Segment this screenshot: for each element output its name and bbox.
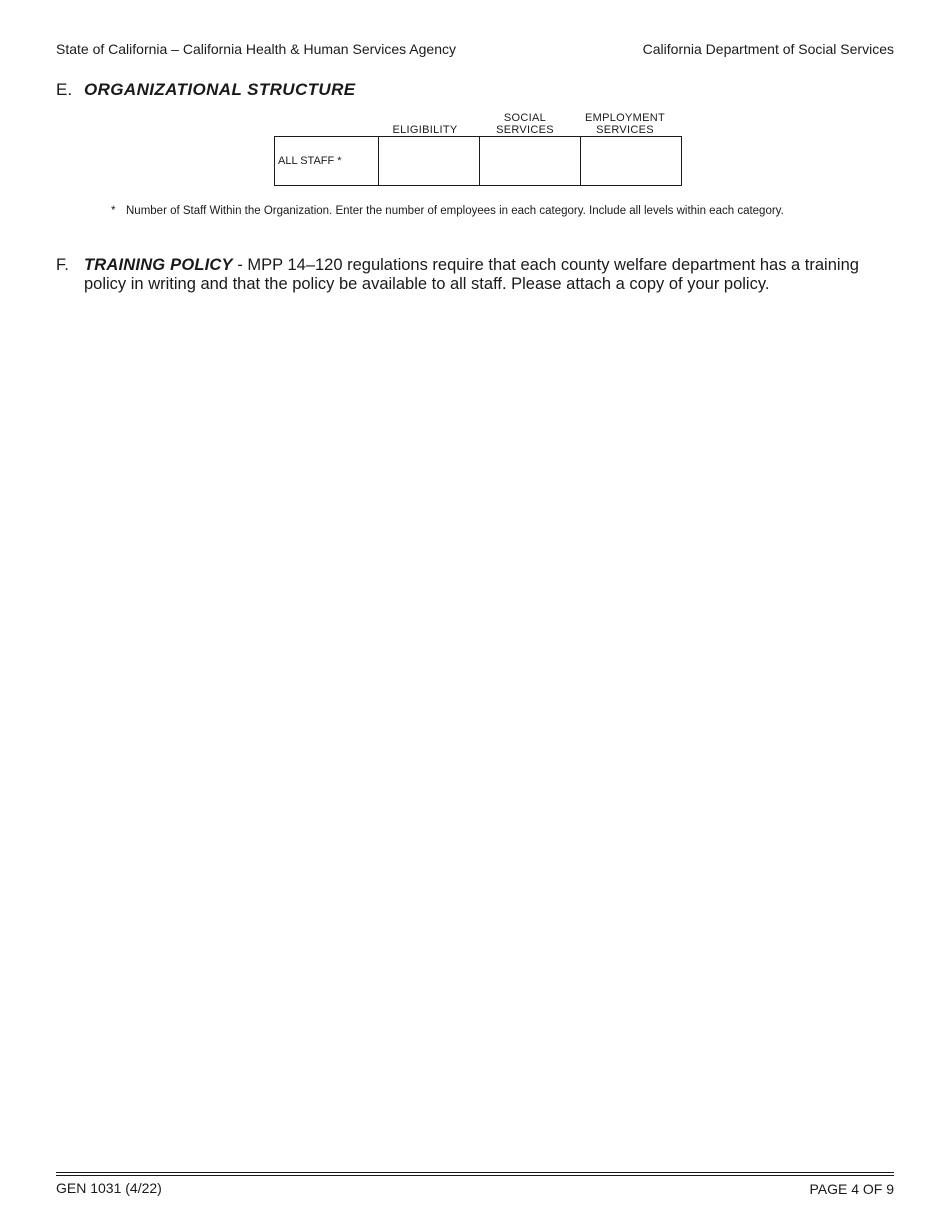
section-f-text: - MPP 14–120 regulations require that each county welfare department has a training policy in writing and that the policy be available to all staff. Please attach a copy of your policy. <box>84 256 859 293</box>
table-row <box>275 137 682 186</box>
column-header-line1: EMPLOYMENT <box>584 112 665 124</box>
column-header-line2: SERVICES <box>596 124 654 136</box>
header-department: California Department of Social Services <box>642 41 894 57</box>
section-e-heading <box>56 80 356 100</box>
column-header-eligibility <box>375 112 475 136</box>
column-header-line2: ELIGIBILITY <box>392 124 458 136</box>
column-header-line1 <box>375 112 475 124</box>
footer-form-number: GEN 1031 (4/22) <box>56 1180 162 1196</box>
footer-rule-bottom <box>56 1175 894 1176</box>
header-agency: State of California – California Health & Human Services Agency <box>56 41 456 57</box>
section-f-title: TRAINING POLICY <box>84 256 233 274</box>
social-services-staff-count-field[interactable] <box>480 137 581 186</box>
footnote-text: Number of Staff Within the Organization. Enter the number of employees in each category. Include all levels within each category. <box>126 205 784 217</box>
section-f-body <box>84 256 896 294</box>
column-header-line1: SOCIAL <box>503 112 547 124</box>
section-e-letter: E. <box>56 80 73 99</box>
eligibility-staff-count-field[interactable] <box>379 137 480 186</box>
column-header-line2: SERVICES <box>496 124 554 136</box>
column-header-employment-services <box>575 112 675 136</box>
footer-rule-top <box>56 1172 894 1173</box>
section-f-letter: F. <box>56 256 69 274</box>
footnote-marker: * <box>111 205 116 217</box>
staff-footnote <box>111 204 811 219</box>
staff-count-table <box>274 136 682 186</box>
row-label-all-staff: ALL STAFF * <box>275 137 379 186</box>
section-f <box>56 256 896 294</box>
employment-services-staff-count-field[interactable] <box>581 137 682 186</box>
footer-page-number: PAGE 4 OF 9 <box>809 1181 894 1197</box>
section-e-title: ORGANIZATIONAL STRUCTURE <box>84 80 356 99</box>
column-header-social-services <box>475 112 575 136</box>
